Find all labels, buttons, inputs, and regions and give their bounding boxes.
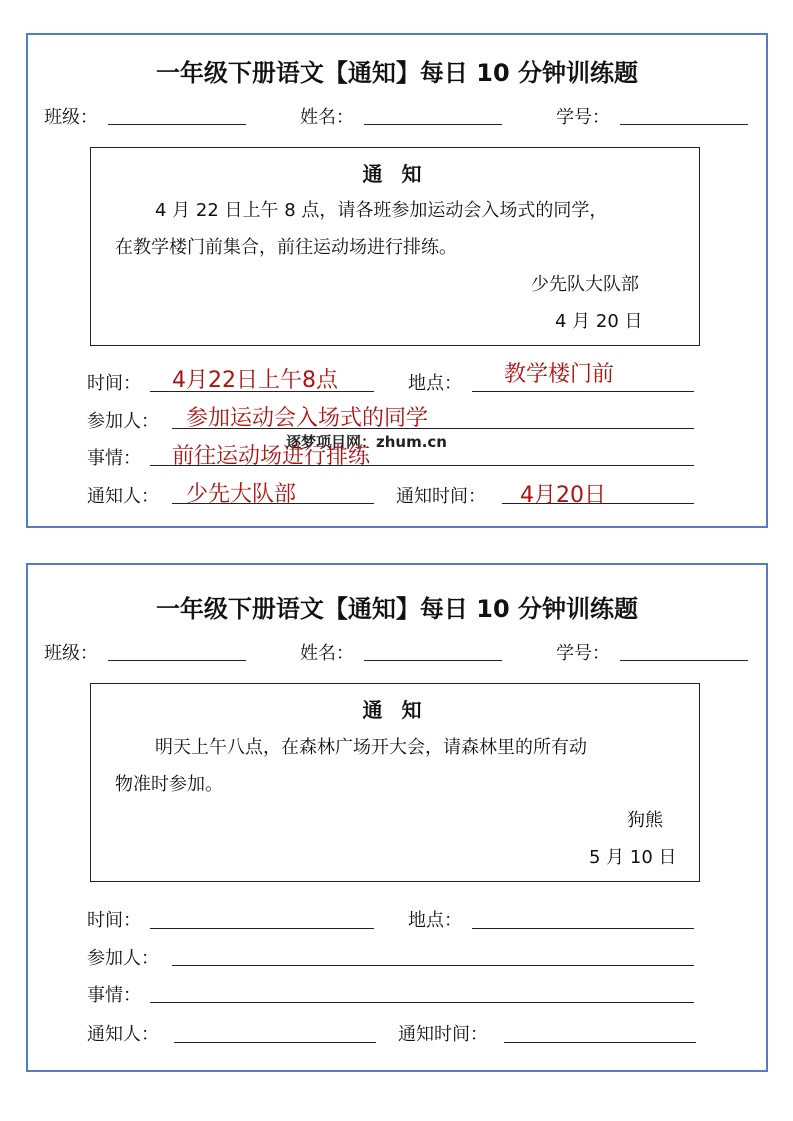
notice-date-answer: 4月20日 [520, 483, 606, 508]
matter-blank[interactable] [150, 1002, 694, 1003]
class-label: 班级： [44, 107, 98, 128]
notice-box [90, 147, 700, 346]
class-blank[interactable] [108, 660, 246, 661]
number-label: 学号： [556, 643, 610, 664]
participants-blank[interactable] [172, 965, 694, 966]
exercise-card-2 [26, 563, 768, 1072]
number-blank[interactable] [620, 660, 748, 661]
notice-date: 4 月 20 日 [555, 311, 643, 332]
place-blank[interactable] [472, 391, 694, 392]
notice-body-line2: 物准时参加。 [115, 774, 223, 795]
notice-date-label: 通知时间： [396, 486, 486, 507]
name-blank[interactable] [364, 124, 502, 125]
matter-label: 事情： [87, 448, 141, 469]
notice-date: 5 月 10 日 [589, 847, 677, 868]
time-label: 时间： [87, 910, 141, 931]
name-blank[interactable] [364, 660, 502, 661]
notice-date-blank[interactable] [504, 1042, 696, 1043]
notice-body-line1: 4 月 22 日上午 8 点，请各班参加运动会入场式的同学， [155, 200, 608, 221]
time-blank[interactable] [150, 928, 374, 929]
name-label: 姓名： [300, 107, 354, 128]
watermark: 逐梦项目网：zhum.cn [286, 433, 447, 451]
notice-body-line2: 在教学楼门前集合，前往运动场进行排练。 [115, 237, 457, 258]
participants-label: 参加人： [87, 948, 159, 969]
notifier-answer: 少先大队部 [186, 482, 297, 507]
participants-answer: 参加运动会入场式的同学 [186, 406, 429, 431]
notice-heading: 通 知 [362, 698, 428, 722]
notifier-label: 通知人： [87, 486, 159, 507]
place-label: 地点： [408, 373, 462, 394]
number-label: 学号： [556, 107, 610, 128]
class-blank[interactable] [108, 124, 246, 125]
name-label: 姓名： [300, 643, 354, 664]
notice-date-label: 通知时间： [398, 1024, 488, 1045]
exercise-card-1 [26, 33, 768, 528]
place-answer: 教学楼门前 [504, 362, 615, 387]
notice-heading: 通 知 [362, 162, 428, 186]
time-label: 时间： [87, 373, 141, 394]
notifier-blank[interactable] [174, 1042, 376, 1043]
matter-answer: 前往运动场进行排练 [172, 444, 371, 469]
class-label: 班级： [44, 643, 98, 664]
time-answer: 4月22日上午8点 [172, 368, 338, 393]
place-blank[interactable] [472, 928, 694, 929]
notice-signature: 狗熊 [627, 810, 663, 831]
exercise-title: 一年级下册语文【通知】每日 10 分钟训练题 [155, 59, 639, 87]
exercise-title: 一年级下册语文【通知】每日 10 分钟训练题 [155, 595, 639, 623]
number-blank[interactable] [620, 124, 748, 125]
notice-signature: 少先队大队部 [531, 274, 639, 295]
participants-label: 参加人： [87, 411, 159, 432]
place-label: 地点： [408, 910, 462, 931]
matter-label: 事情： [87, 985, 141, 1006]
notice-box [90, 683, 700, 882]
notifier-label: 通知人： [87, 1024, 159, 1045]
notice-body-line1: 明天上午八点，在森林广场开大会，请森林里的所有动 [155, 737, 587, 758]
